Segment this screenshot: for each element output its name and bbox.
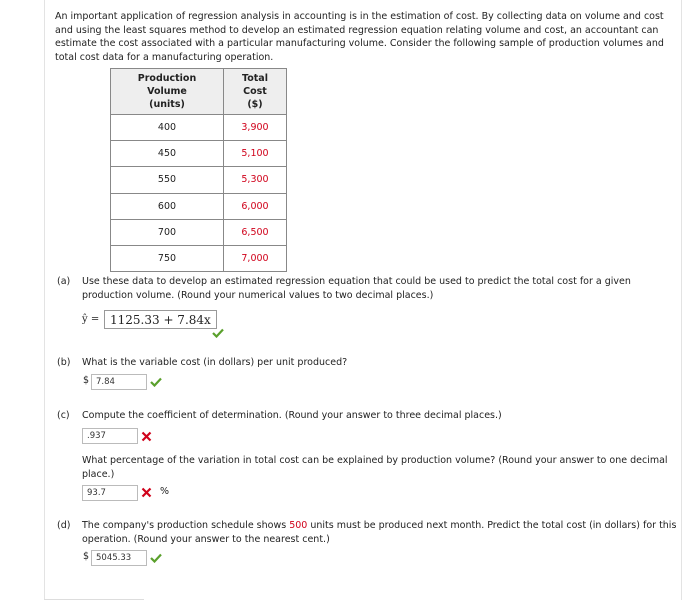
cost-cell: 6,500 xyxy=(224,219,287,245)
volume-cell: 400 xyxy=(111,115,224,141)
part-d-question: The company's production schedule shows 500 units must be produced next month. Predict the total cost (in dollars) for this operation. (Round your answer to the nearest cent.) xyxy=(82,520,677,545)
volume-cell: 700 xyxy=(111,219,224,245)
cost-cell: 3,900 xyxy=(224,115,287,141)
data-table xyxy=(110,68,287,272)
currency-symbol: $ xyxy=(83,375,90,386)
part-d-label: (d) xyxy=(57,520,71,531)
intro-text: An important application of regression analysis in accounting is in the estimation of cost. By collecting data on volume and cost and using the least squares method to develop an estimated regression equation relating volume and cost, an accountant can estimate the cost associated with a particular manufacturing volume. Consider the following sample of production volumes and total cost data for a manufacturing operation. xyxy=(55,11,664,63)
part-c-label: (c) xyxy=(57,410,70,421)
correct-check-icon xyxy=(150,377,162,387)
currency-symbol: $ xyxy=(83,551,90,562)
coefficient-determination-input[interactable]: .937 xyxy=(82,428,138,444)
volume-cell: 450 xyxy=(111,141,224,167)
part-b-question: What is the variable cost (in dollars) per unit produced? xyxy=(82,357,348,368)
correct-check-icon xyxy=(212,328,224,338)
volume-cell: 600 xyxy=(111,193,224,219)
variable-cost-input[interactable]: 7.84 xyxy=(91,374,147,390)
percent-unit: % xyxy=(160,486,170,497)
correct-check-icon xyxy=(150,553,162,563)
header-total-cost: Total Cost ($) xyxy=(224,69,287,115)
cost-cell: 5,100 xyxy=(224,141,287,167)
cost-cell: 6,000 xyxy=(224,193,287,219)
part-a-question: Use these data to develop an estimated regression equation that could be used to predict the total cost for a given production volume. (Round your numerical values to two decimal places.) xyxy=(82,276,631,301)
table-row xyxy=(111,115,287,141)
table-row xyxy=(111,141,287,167)
header-production-volume: Production Volume (units) xyxy=(111,69,224,115)
predicted-cost-input[interactable]: 5045.33 xyxy=(91,550,147,566)
table-row xyxy=(111,193,287,219)
table-row xyxy=(111,219,287,245)
volume-cell: 550 xyxy=(111,167,224,193)
percentage-variation-input[interactable]: 93.7 xyxy=(82,485,138,501)
yhat-label: ŷ = xyxy=(82,314,100,325)
cost-cell: 5,300 xyxy=(224,167,287,193)
incorrect-x-icon xyxy=(141,487,152,498)
part-a-label: (a) xyxy=(57,276,71,287)
table-row xyxy=(111,245,287,271)
part-c-question-2: What percentage of the variation in total cost can be explained by production volume? (Round your answer to one decimal place.) xyxy=(82,455,668,480)
divider xyxy=(44,599,144,600)
incorrect-x-icon xyxy=(141,431,152,442)
highlighted-units: 500 xyxy=(289,520,308,531)
volume-cell: 750 xyxy=(111,245,224,271)
table-row xyxy=(111,167,287,193)
regression-equation-input[interactable]: 1125.33 + 7.84x xyxy=(104,310,217,329)
cost-cell: 7,000 xyxy=(224,245,287,271)
part-c-question-1: Compute the coefficient of determination. (Round your answer to three decimal places.) xyxy=(82,410,502,421)
part-b-label: (b) xyxy=(57,357,71,368)
